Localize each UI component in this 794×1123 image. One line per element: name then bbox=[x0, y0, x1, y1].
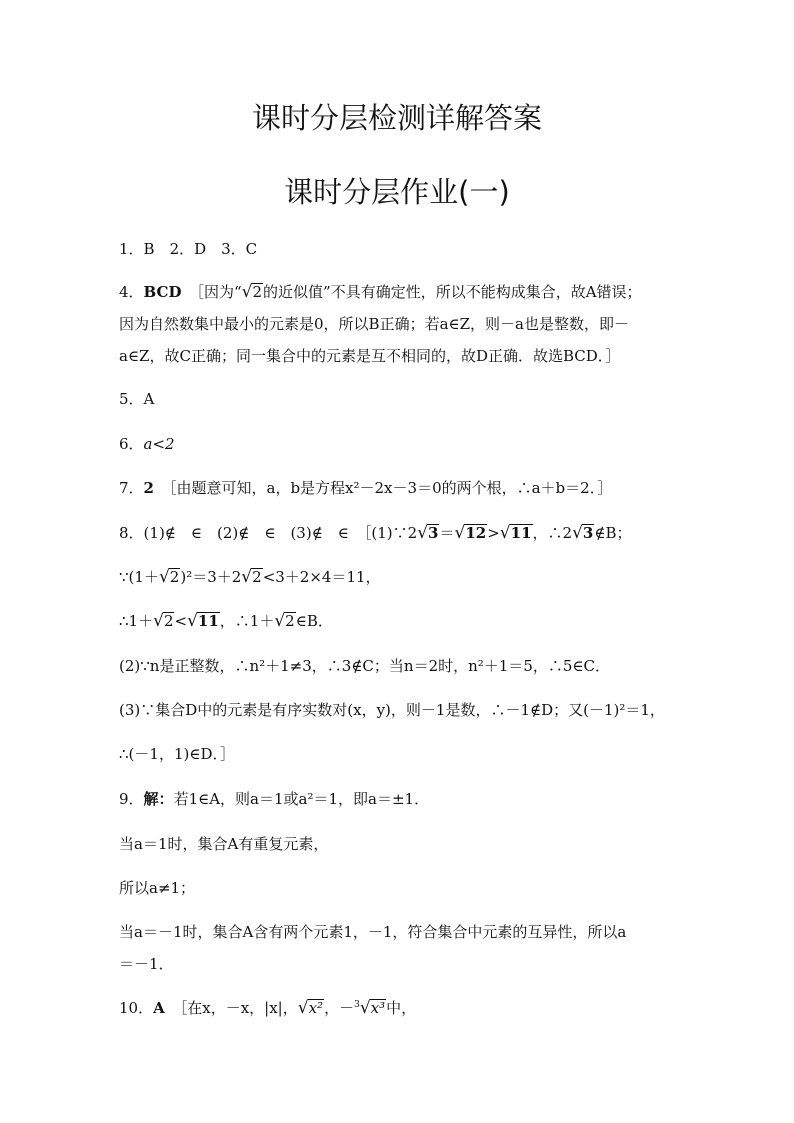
answer-4-line-2: 因为自然数集中最小的元素是0，所以B正确；若a∈Z，则－a也是整数，即－ bbox=[119, 315, 629, 333]
radical: 2 bbox=[252, 568, 262, 586]
radical: x³ bbox=[370, 999, 386, 1017]
radical: 3 bbox=[582, 524, 594, 542]
radical: 2 bbox=[169, 568, 180, 586]
answer-9-line-4: 当a＝－1时，集合A含有两个元素1，－1，符合集合中元素的互异性，所以a bbox=[119, 923, 627, 941]
radical-index: 3 bbox=[354, 1000, 360, 1010]
answer-8-line-4: (2)∵n是正整数，∴n²＋1≠3，∴3∉C；当n＝2时，n²＋1＝5，∴5∈C． bbox=[119, 657, 610, 675]
radical: x² bbox=[308, 999, 324, 1017]
answer-9-line-2: 当a＝1时，集合A有重复元素， bbox=[119, 835, 329, 853]
answer-4-line-1: 4．BCD ［因为“√2的近似值”不具有确定性，所以不能构成集合，故A错误； bbox=[119, 282, 642, 302]
answer-8-line-5: (3)∵集合D中的元素是有序实数对(x，y)，则－1是数，∴－1∉D；又(－1)²＝1， bbox=[119, 701, 665, 719]
radical: 2 bbox=[163, 612, 174, 630]
answer-line-1-3: 1．B 2．D 3．C bbox=[119, 240, 258, 258]
radical: 2 bbox=[285, 612, 295, 630]
answer-8-line-2: ∵(1＋√2)²＝3＋2√2<3＋2×4＝11， bbox=[119, 567, 381, 587]
answer-8-line-6: ∴(－1，1)∈D．］ bbox=[119, 745, 235, 763]
radical: 11 bbox=[510, 524, 532, 542]
answer-4-line-3: a∈Z，故C正确；同一集合中的元素是互不相同的，故D正确．故选BCD．］ bbox=[119, 347, 621, 365]
document-title: 课时分层检测详解答案 bbox=[251, 101, 542, 135]
answer-5: 5．A bbox=[119, 390, 155, 408]
radical: 11 bbox=[197, 612, 219, 630]
answer-6: 6．a<2 bbox=[119, 435, 175, 453]
answer-9-line-3: 所以a≠1； bbox=[119, 879, 196, 897]
answer-4-choice: BCD bbox=[143, 283, 182, 301]
radical: 12 bbox=[465, 524, 487, 542]
answer-9-line-5: ＝－1． bbox=[119, 955, 174, 973]
radical: 2 bbox=[252, 283, 263, 301]
radical: 3 bbox=[428, 524, 439, 542]
answer-8-line-1: 8．(1)∉ ∈ (2)∉ ∈ (3)∉ ∈ ［(1)∵2√3＝√12>√11，∴2√3∉B； bbox=[119, 523, 632, 543]
answer-9-line-1: 9．解：若1∈A，则a＝1或a²＝1，即a＝±1． bbox=[119, 790, 430, 808]
answer-8-line-3: ∴1＋√2<√11，∴1＋√2∈B． bbox=[119, 611, 333, 631]
answer-10-line-1: 10．A ［在x，－x，|x|，√x²，－$^3$√x³中， bbox=[119, 998, 417, 1018]
section-title: 课时分层作业(一) bbox=[284, 175, 510, 209]
answer-7: 7．2 ［由题意可知，a，b是方程x²－2x－3＝0的两个根，∴a＋b＝2．］ bbox=[119, 479, 613, 497]
